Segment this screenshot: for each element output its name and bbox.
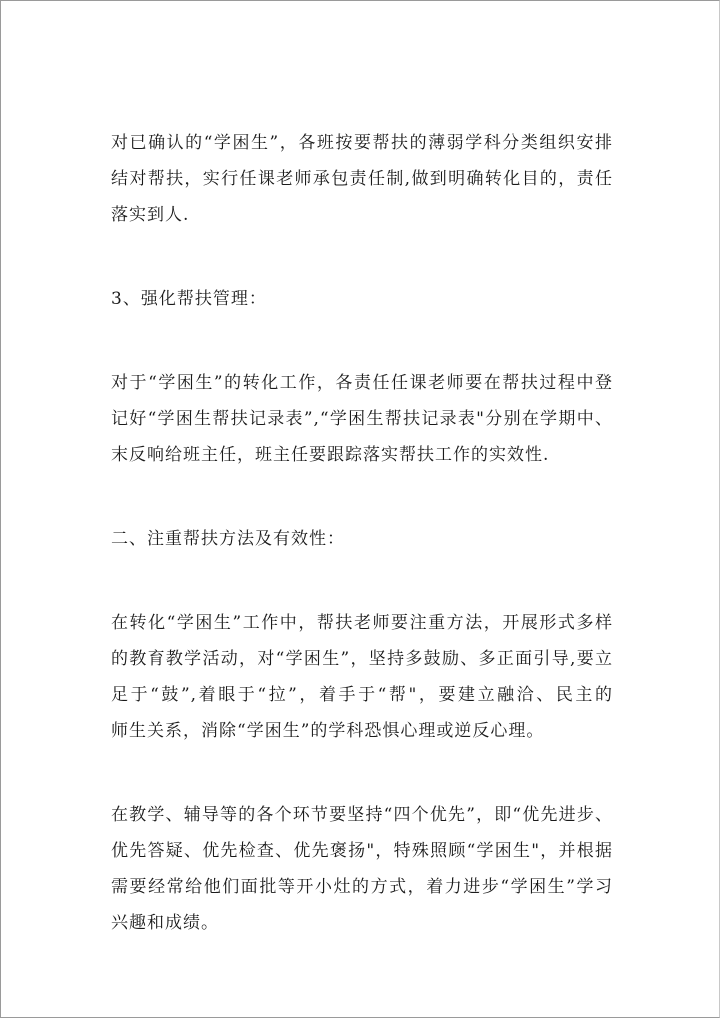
text-line: 末反响给班主任，班主任要跟踪落实帮扶工作的实效性.: [111, 445, 550, 465]
text-line: 结对帮扶，实行任课老师承包责任制,做到明确转化目的，责任: [111, 169, 613, 189]
paragraph-four-priorities: [111, 797, 613, 941]
paragraph-gap: [111, 317, 613, 365]
text-line: 兴趣和成绩。: [111, 913, 219, 933]
text-line: 对已确认的“学困生”，各班按要帮扶的薄弱学科分类组织安排: [111, 133, 613, 153]
text-line: 足于“鼓”,着眼于“拉”，着手于“帮"，要建立融洽、民主的: [111, 685, 613, 705]
paragraph-teaching-methods: [111, 605, 613, 749]
document-body: [111, 125, 613, 941]
paragraph-gap: [111, 557, 613, 605]
section-heading: 二、注重帮扶方法及有效性：: [111, 529, 345, 549]
text-line: 的教育教学活动，对“学困生”，坚持多鼓励、多正面引导,要立: [111, 649, 613, 669]
text-line: 在教学、辅导等的各个环节要坚持“四个优先”，即“优先进步、: [111, 805, 613, 825]
text-line: 优先答疑、优先检查、优先褒扬"，特殊照顾“学困生"，并根据: [111, 841, 613, 861]
paragraph-gap: [111, 473, 613, 521]
paragraph-gap: [111, 749, 613, 797]
heading-strengthen-management: [111, 281, 613, 317]
text-line: 在转化“学困生”工作中，帮扶老师要注重方法，开展形式多样: [111, 613, 613, 633]
text-line: 对于“学困生”的转化工作，各责任任课老师要在帮扶过程中登: [111, 373, 613, 393]
text-line: 师生关系，消除“学困生”的学科恐惧心理或逆反心理。: [111, 721, 545, 741]
paragraph-pairing-assignment: [111, 125, 613, 233]
section-heading: 3、强化帮扶管理：: [111, 289, 267, 309]
paragraph-gap: [111, 233, 613, 281]
paragraph-record-keeping: [111, 365, 613, 473]
text-line: 落实到人.: [111, 205, 190, 225]
text-line: 记好“学困生帮扶记录表”,“学困生帮扶记录表"分别在学期中、: [111, 409, 613, 429]
heading-methods-effectiveness: [111, 521, 613, 557]
text-line: 需要经常给他们面批等开小灶的方式，着力进步“学困生”学习: [111, 877, 613, 897]
